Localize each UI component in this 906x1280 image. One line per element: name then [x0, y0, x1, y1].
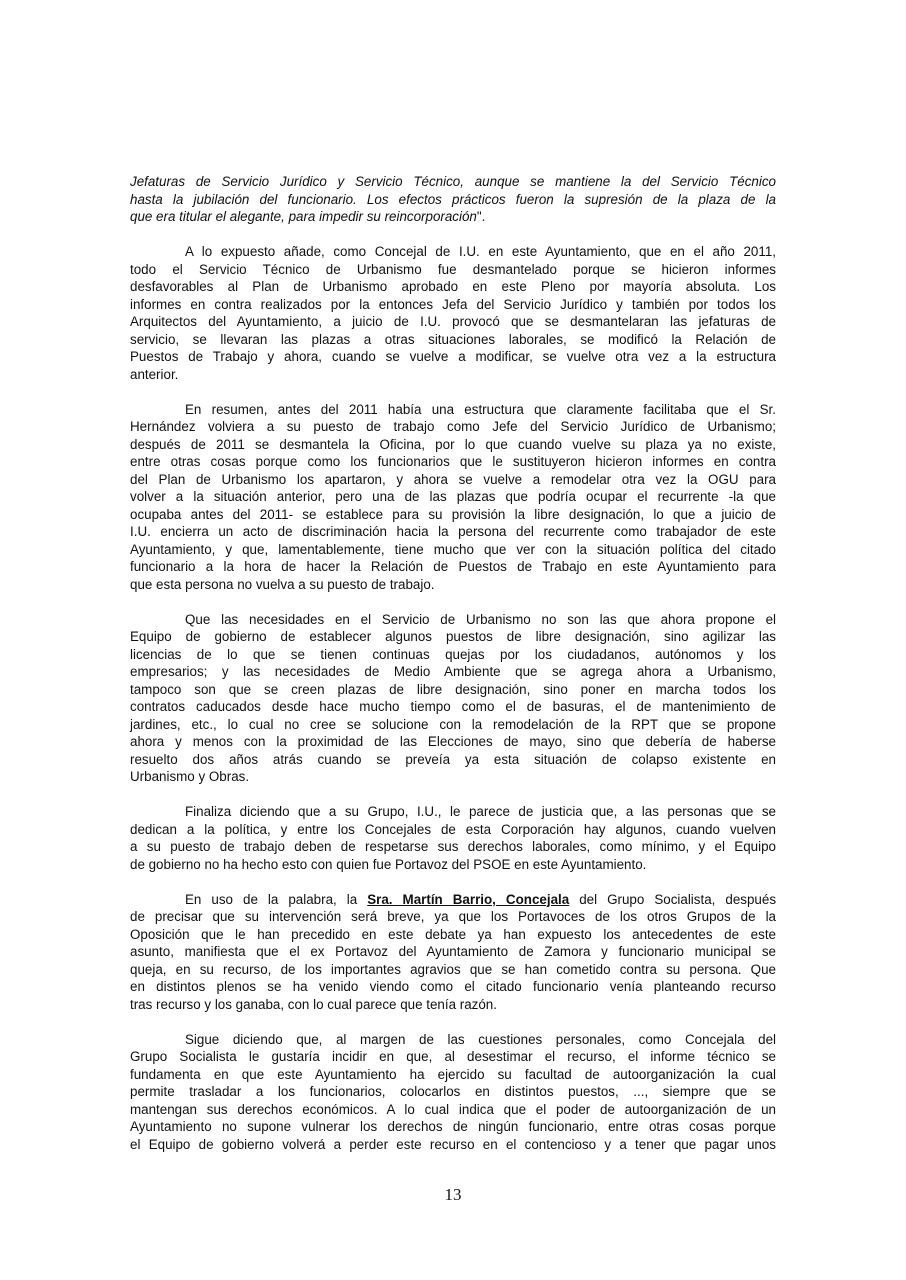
text-line: queja, en su recurso, de los importantes agravios que se han cometido contra su persona. Que	[130, 961, 776, 977]
text-line: Jefaturas de Servicio Jurídico y Servicio Técnico, aunque se mantiene la del Servicio Técnico	[130, 174, 776, 189]
text-line: En resumen, antes del 2011 había una estructura que claramente facilitaba que el Sr.	[185, 401, 776, 417]
text-line: A lo expuesto añade, como Concejal de I.U. en este Ayuntamiento, que en el año 2011,	[185, 244, 776, 259]
text-line: Arquitectos del Ayuntamiento, a juicio de I.U. provocó que se desmantelaran las jefaturas de	[130, 314, 776, 329]
page-number: 13	[444, 1185, 462, 1204]
text-line: Oposición que le han precedido en este debate ya han expuesto los antecedentes de este	[130, 926, 776, 942]
text-line: después de 2011 se desmantela la Oficina, por lo que cuando vuelve su plaza ya no existe,	[130, 436, 776, 452]
text-line: de precisar que su intervención será breve, ya que los Portavoces de los otros Grupos de la	[130, 909, 776, 924]
text-line: Que las necesidades en el Servicio de Urbanismo no son las que ahora propone el	[185, 611, 776, 627]
text-line: licencias de lo que se tienen continuas quejas por los ciudadanos, autónomos y los	[130, 646, 776, 662]
text-line: a su puesto de trabajo deben de respetarse sus derechos laborales, como mínimo, y el Equipo	[130, 839, 776, 854]
text-line: volver a la situación anterior, pero una de las plazas que podría ocupar el recurrente -la que	[130, 489, 776, 504]
text-line: que esta persona no vuelva a su puesto de trabajo.	[130, 576, 435, 592]
text-line: Hernández volviera a su puesto de trabajo como Jefe del Servicio Jurídico de Urbanismo;	[130, 419, 776, 434]
text-line: desfavorables al Plan de Urbanismo aprobado en este Pleno por mayoría absoluta. Los	[130, 279, 776, 294]
text-line: funcionario a la hora de hacer la Relación de Puestos de Trabajo en este Ayuntamiento para	[130, 559, 776, 574]
paragraph	[130, 401, 776, 594]
text-segment: que era titular el alegante, para impedir su reincorporación	[130, 209, 477, 224]
text-line: Finaliza diciendo que a su Grupo, I.U., le parece de justicia que, a las personas que se	[185, 804, 776, 819]
text-line: informes en contra realizados por la entonces Jefa del Servicio Jurídico y también por todos los	[130, 296, 776, 312]
text-line: hasta la jubilación del funcionario. Los efectos prácticos fueron la supresión de la plaza de la	[130, 191, 776, 207]
text-line: ahora y menos con la proximidad de las Elecciones de mayo, sino que debería de haberse	[130, 734, 776, 749]
text-line: contratos caducados desde hace mucho tiempo como el de basuras, el de mantenimiento de	[130, 699, 776, 714]
text-line: Urbanismo y Obras.	[130, 769, 250, 784]
paragraph	[130, 891, 776, 1014]
text-line: del Plan de Urbanismo los apartaron, y ahora se vuelve a remodelar otra vez la OGU para	[130, 471, 776, 487]
text-line: jardines, etc., lo cual no cree se solucione con la remodelación de la RPT que se propone	[130, 716, 776, 732]
text-line: todo el Servicio Técnico de Urbanismo fue desmantelado porque se hicieron informes	[130, 261, 776, 277]
text-line: I.U. encierra un acto de discriminación hacia la persona del recurrente como trabajador de este	[130, 524, 776, 539]
text-line: permite trasladar a los funcionarios, colocarlos en distintos puestos, ..., siempre que se	[130, 1084, 776, 1099]
text-line: empresarios; y las necesidades de Medio Ambiente que se agrega ahora a Urbanismo,	[130, 664, 776, 679]
text-segment: En uso de la palabra, la	[185, 891, 368, 907]
paragraph	[130, 611, 776, 786]
text-line	[130, 891, 776, 909]
text-line: tampoco son que se creen plazas de libre designación, sino poner en marcha todos los	[130, 681, 776, 697]
text-line	[130, 208, 776, 226]
text-line: Grupo Socialista le gustaría incidir en que, al desestimar el recurso, el informe técnico se	[130, 1049, 776, 1064]
text-line: Ayuntamiento, y que, lamentablemente, tiene mucho que ver con la situación política del citado	[130, 541, 776, 557]
text-line: resuelto dos años atrás cuando se preveía ya esta situación de colapso existente en	[130, 751, 776, 767]
text-line: dedican a la política, y entre los Concejales de esta Corporación hay algunos, cuando vuelven	[130, 821, 776, 837]
text-line: fundamenta en que este Ayuntamiento ha ejercido su facultad de autoorganización la cual	[130, 1066, 776, 1082]
paragraph	[130, 173, 776, 226]
text-segment: del Grupo Socialista, después	[569, 891, 777, 907]
text-line: anterior.	[130, 366, 179, 382]
document-body	[130, 173, 776, 1171]
text-line: asunto, manifiesta que el ex Portavoz del Ayuntamiento de Zamora y funcionario municipal se	[130, 944, 776, 959]
text-line: Puestos de Trabajo y ahora, cuando se vuelve a modificar, se vuelve otra vez a la estructura	[130, 349, 776, 364]
text-line: de gobierno no ha hecho esto con quien fue Portavoz del PSOE en este Ayuntamiento.	[130, 856, 647, 872]
text-line: servicio, se llevaran las plazas a otras situaciones laborales, se modificó la Relación de	[130, 331, 776, 347]
text-line: Ayuntamiento no supone vulnerar los derechos de ningún funcionario, entre otras cosas porque	[130, 1119, 776, 1134]
text-line: ocupaba antes del 2011- se establece para su provisión la libre designación, lo que a juicio de	[130, 506, 776, 522]
speaker-name: Sra. Martín Barrio, Concejala	[367, 891, 570, 907]
paragraph	[130, 803, 776, 873]
text-line: en distintos plenos se ha venido viendo como el citado funcionario venía planteando recurso	[130, 979, 776, 994]
paragraph	[130, 1031, 776, 1154]
text-line: mantengan sus derechos económicos. A lo cual indica que el poder de autoorganización de un	[130, 1101, 776, 1117]
text-line: el Equipo de gobierno volverá a perder este recurso en el contencioso y a tener que pagar unos	[130, 1136, 776, 1152]
paragraph	[130, 243, 776, 383]
text-line: Equipo de gobierno de establecer algunos puestos de libre designación, sino agilizar las	[130, 629, 776, 644]
text-line: entre otras cosas porque como los funcionarios que le sustituyeron hicieron informes en contra	[130, 454, 776, 469]
text-segment: ".	[476, 209, 486, 224]
text-line: Sigue diciendo que, al margen de las cuestiones personales, como Concejala del	[185, 1031, 776, 1047]
text-line: tras recurso y los ganaba, con lo cual parece que tenía razón.	[130, 996, 497, 1012]
